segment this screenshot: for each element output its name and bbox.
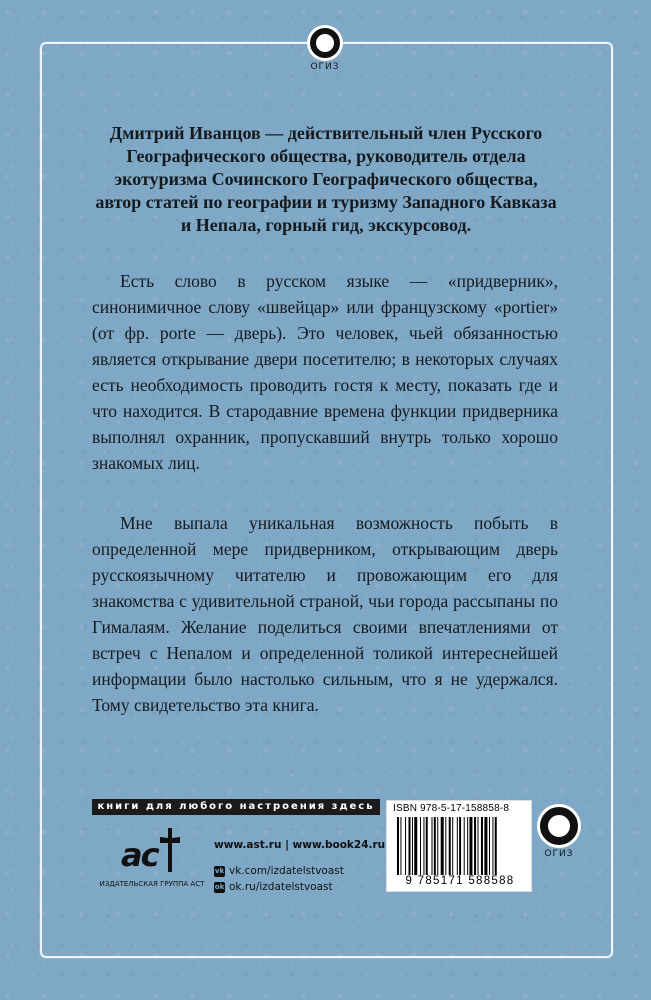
ast-group-label: ИЗДАТЕЛЬСКАЯ ГРУППА АСТ [99, 880, 205, 888]
barcode-stripe [467, 817, 468, 875]
ogiz-logo-bottom [536, 807, 582, 859]
barcode-stripe [437, 817, 438, 875]
barcode-stripe [459, 817, 461, 875]
barcode-stripe [457, 817, 458, 875]
barcode-bars [397, 817, 527, 875]
isbn-text: ISBN 978-5-17-158858-8 [393, 803, 510, 814]
ast-cross-icon [159, 826, 181, 874]
paragraph-1: Есть слово в русском языке — «придверник», синонимичное слову «швейцар» или французскому «portier» (от фр. porte — дверь). Это человек, чьей обязанностью является открывание двери посетителю; в некоторых случаях есть необходимость проводить гостя к месту, показать где и что находится. В стародавние времена функции придверника выполнял охранник, пропускавший внутрь только хорошо знакомых лиц. [92, 271, 558, 473]
barcode-stripe [449, 817, 451, 875]
author-bio: Дмитрий Иванцов — действительный член Русского Географического общества, руководитель отдела экотуризма Сочинского Географического общества, автор статей по географии и туризму Западного Кавказа и Непала, горный гид, экскурсовод. [95, 123, 557, 235]
vk-link[interactable]: vk.com/izdatelstvoast [229, 865, 344, 877]
ok-link[interactable]: ok.ru/izdatelstvoast [229, 881, 333, 893]
barcode-stripe [414, 817, 417, 875]
barcode-stripe [397, 817, 399, 875]
barcode-stripe [400, 817, 401, 875]
ast-logo-text: ac [121, 836, 158, 874]
barcode-stripe [432, 817, 433, 875]
barcode-stripe [405, 817, 406, 875]
paragraph-2: Мне выпала уникальная возможность побыть в определенной мере придверником, открывающим дверь русскоязычному читателю и провожающим его для знакомства с удивительной страной, чьи города рассыпаны по Гималаям. Желание поделиться своими впечатлениями от встреч с Непалом и определенной толикой интереснейшей информации было настолько сильным, что я не удержался. Тому свидетельство эта книга. [92, 513, 558, 715]
barcode-stripe [452, 817, 453, 875]
vk-link-row[interactable] [214, 865, 385, 877]
ogiz-ring-icon [310, 28, 340, 58]
slogan-banner: книги для любого настроения здесь [92, 799, 380, 815]
barcode-stripe [423, 817, 424, 875]
barcode-stripe [474, 817, 476, 875]
ogiz-logo-top [303, 28, 347, 72]
ok-link-row[interactable] [214, 881, 385, 893]
barcode-stripe [426, 817, 428, 875]
barcode-stripe [445, 817, 446, 875]
barcode-stripe [492, 817, 493, 875]
website-links[interactable]: www.ast.ru | www.book24.ru [214, 839, 386, 851]
ok-icon: ok [214, 882, 225, 891]
barcode [386, 800, 532, 892]
barcode-stripe [434, 817, 436, 875]
barcode-stripe [412, 817, 413, 875]
barcode-stripe [478, 817, 479, 875]
barcode-digits: 9 785171 588588 [405, 875, 515, 887]
barcode-stripe [481, 817, 483, 875]
vk-icon: vk [214, 866, 225, 875]
ogiz-label: ОГИЗ [544, 849, 574, 859]
barcode-stripe [484, 817, 487, 875]
barcode-stripe [464, 817, 465, 875]
ogiz-ring-icon [540, 807, 578, 845]
barcode-stripe [441, 817, 444, 875]
barcode-stripe [420, 817, 421, 875]
ast-logo [96, 824, 208, 888]
publisher-links [214, 839, 385, 897]
ast-logo-icon [119, 824, 185, 878]
ogiz-label: ОГИЗ [310, 62, 340, 72]
barcode-stripe [495, 817, 497, 875]
barcode-stripe [469, 817, 472, 875]
barcode-stripe [489, 817, 490, 875]
barcode-stripe [409, 817, 411, 875]
